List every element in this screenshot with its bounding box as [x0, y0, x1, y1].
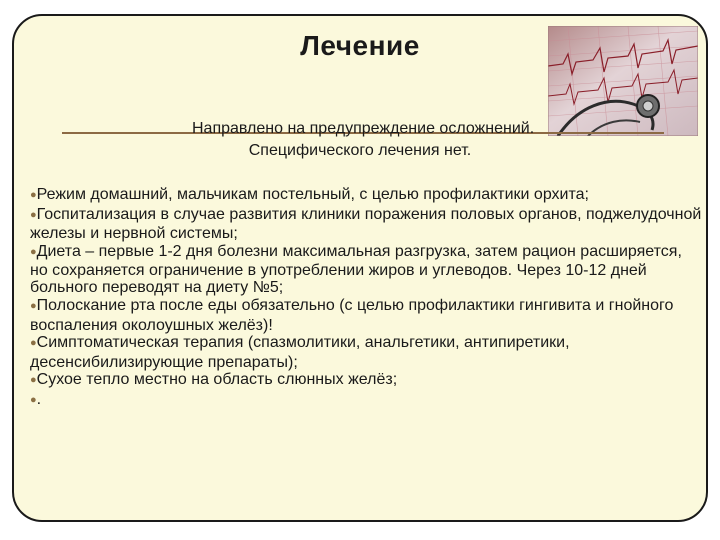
bullet-icon: ●	[30, 208, 37, 221]
subtitle-line-2: Специфического лечения нет.	[248, 142, 472, 159]
list-item: ●Сухое тепло местно на область слюнных желёз;	[30, 371, 398, 389]
treatment-list	[30, 186, 702, 411]
list-item: ●Симптоматическая терапия (спазмолитики, анальгетики, антипиретики, десенсибилизирующие препараты);	[30, 334, 570, 371]
list-item: ●Режим домашний, мальчикам постельный, с целью профилактики орхита;	[30, 186, 589, 203]
list-item: ●.	[30, 391, 42, 409]
bullet-icon: ●	[30, 337, 37, 350]
bullet-icon: ●	[30, 245, 37, 258]
slide-title: Лечение	[300, 30, 420, 61]
subtitle-line-1: Направлено на предупреждение осложнений.	[192, 120, 535, 137]
bullet-icon: ●	[30, 300, 37, 313]
list-item: ●Госпитализация в случае развития клиники поражения половых органов, поджелудочной железы и нервной системы;	[30, 205, 702, 243]
bullet-icon: ●	[30, 374, 37, 387]
list-item: ●Полоскание рта после еды обязательно (с целью профилактики гингивита и гнойного воспаления околоушных желёз)!	[30, 297, 674, 334]
bullet-icon: ●	[30, 189, 37, 201]
list-item: ●Диета – первые 1-2 дня болезни максимальная разгрузка, затем рацион расширяется, но сохраняется ограничение в употреблении жиров и углеводов. Через 10-12 дней больного переводят на диету №5;	[30, 242, 682, 297]
bullet-icon: ●	[30, 394, 37, 407]
